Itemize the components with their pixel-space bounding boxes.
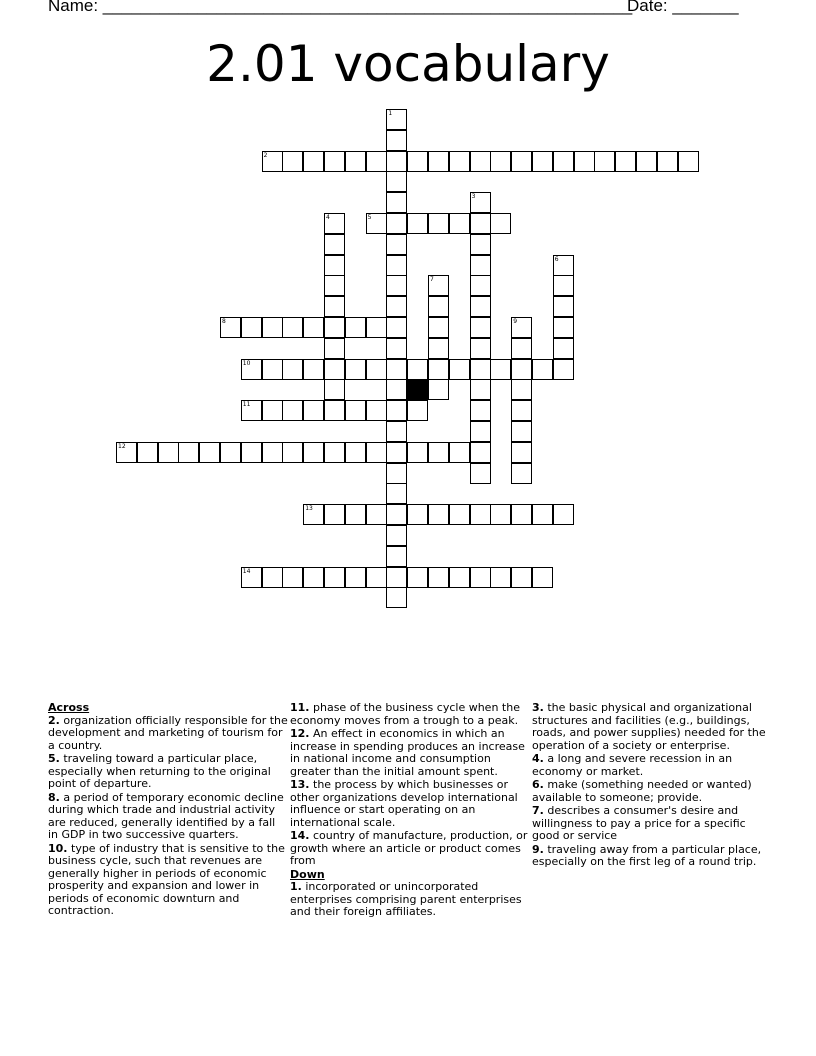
cell-number: 6 <box>554 255 559 263</box>
grid-cell[interactable] <box>178 442 199 463</box>
grid-cell[interactable] <box>303 567 324 588</box>
clue-text: make (something needed or wanted) available to someone; provide. <box>532 778 752 804</box>
grid-cell[interactable] <box>241 442 262 463</box>
grid-cell[interactable] <box>511 359 532 380</box>
cell-number: 2 <box>263 151 268 159</box>
grid-cell[interactable] <box>470 213 491 234</box>
clue-text: country of manufacture, production, or growth where an article or product comes from <box>290 829 528 867</box>
grid-cell[interactable] <box>345 504 366 525</box>
grid-cell[interactable] <box>282 567 303 588</box>
grid-cell[interactable] <box>490 359 511 380</box>
grid-cell[interactable] <box>366 317 387 338</box>
grid-cell[interactable] <box>262 400 283 421</box>
clue-across-5 <box>48 753 288 791</box>
grid-cell[interactable] <box>386 109 407 130</box>
clue-text: the process by which businesses or other organizations develop international influence or start operating on an international scale. <box>290 778 518 829</box>
grid-cell[interactable] <box>324 234 345 255</box>
grid-cell[interactable] <box>532 504 553 525</box>
clue-number: 11. <box>290 701 310 714</box>
grid-cell[interactable] <box>553 504 574 525</box>
grid-cell[interactable] <box>428 338 449 359</box>
grid-cell[interactable] <box>282 400 303 421</box>
grid-cell[interactable] <box>386 275 407 296</box>
clue-number: 10. <box>48 841 68 855</box>
grid-cell[interactable] <box>470 359 491 380</box>
grid-cell[interactable] <box>262 567 283 588</box>
grid-cell[interactable] <box>324 504 345 525</box>
clue-across-12 <box>290 728 530 778</box>
grid-cell[interactable] <box>511 400 532 421</box>
grid-cell[interactable] <box>449 567 470 588</box>
grid-cell[interactable] <box>470 400 491 421</box>
grid-cell[interactable] <box>532 359 553 380</box>
clue-number: 3. <box>532 701 544 714</box>
grid-cell[interactable] <box>386 400 407 421</box>
grid-cell[interactable] <box>553 359 574 380</box>
grid-cell[interactable] <box>470 255 491 276</box>
cell-number: 7 <box>430 276 434 284</box>
grid-cell[interactable] <box>324 151 345 172</box>
date-field[interactable]: Date: _______ <box>627 0 739 15</box>
grid-cell[interactable] <box>366 504 387 525</box>
grid-cell[interactable] <box>470 504 491 525</box>
clues-column-3 <box>532 702 772 870</box>
grid-cell[interactable] <box>428 275 449 296</box>
grid-cell[interactable] <box>511 463 532 484</box>
cell-number: 10 <box>242 359 251 367</box>
grid-cell[interactable] <box>386 587 407 608</box>
grid-cell[interactable] <box>407 359 428 380</box>
grid-cell[interactable] <box>511 317 532 338</box>
grid-cell[interactable] <box>345 567 366 588</box>
grid-cell[interactable] <box>386 483 407 504</box>
grid-cell[interactable] <box>407 151 428 172</box>
clue-down-7 <box>532 805 772 843</box>
grid-cell[interactable] <box>303 504 324 525</box>
grid-cell[interactable] <box>324 338 345 359</box>
grid-cell[interactable] <box>262 151 283 172</box>
clue-number: 5. <box>48 752 60 765</box>
grid-cell[interactable] <box>407 213 428 234</box>
grid-cell[interactable] <box>386 338 407 359</box>
cell-number: 8 <box>222 318 226 325</box>
grid-cell[interactable] <box>262 442 283 463</box>
grid-cell[interactable] <box>449 359 470 380</box>
grid-cell[interactable] <box>366 400 387 421</box>
grid-cell[interactable] <box>386 442 407 463</box>
grid-cell[interactable] <box>386 171 407 192</box>
cell-number: 9 <box>513 318 518 325</box>
grid-cell[interactable] <box>470 296 491 317</box>
grid-cell[interactable] <box>386 463 407 484</box>
clue-text: traveling away from a particular place, especially on the first leg of a round trip. <box>532 842 762 868</box>
grid-cell[interactable] <box>324 296 345 317</box>
grid-cell[interactable] <box>241 400 262 421</box>
grid-cell[interactable] <box>407 504 428 525</box>
grid-cell[interactable] <box>386 317 407 338</box>
grid-cell[interactable] <box>470 421 491 442</box>
clue-across-10 <box>48 843 288 918</box>
grid-cell[interactable] <box>366 213 387 234</box>
clue-text: a long and severe recession in an economy or market. <box>532 752 733 778</box>
clue-down-4 <box>532 753 772 778</box>
clue-number: 1. <box>290 880 302 893</box>
grid-cell[interactable] <box>428 504 449 525</box>
grid-cell[interactable] <box>636 151 657 172</box>
clue-text: organization officially responsible for the development and marketing of tourism for a country. <box>48 713 288 752</box>
clue-number: 9. <box>532 842 544 856</box>
cell-number: 1 <box>388 110 393 117</box>
grid-cell[interactable] <box>137 442 158 463</box>
grid-cell[interactable] <box>220 442 241 463</box>
grid-cell[interactable] <box>594 151 615 172</box>
grid-cell[interactable] <box>470 317 491 338</box>
grid-cell[interactable] <box>303 317 324 338</box>
grid-cell[interactable] <box>553 317 574 338</box>
grid-cell[interactable] <box>428 567 449 588</box>
clue-across-8 <box>48 792 288 842</box>
grid-cell[interactable] <box>470 463 491 484</box>
grid-cell[interactable] <box>449 151 470 172</box>
clue-down-9 <box>532 844 772 869</box>
grid-cell[interactable] <box>303 442 324 463</box>
grid-cell[interactable] <box>324 359 345 380</box>
grid-cell[interactable] <box>678 151 699 172</box>
grid-cell[interactable] <box>511 379 532 400</box>
clue-text: incorporated or unincorporated enterprises comprising parent enterprises and their foreign affiliates. <box>290 880 522 918</box>
grid-cell[interactable] <box>553 296 574 317</box>
clue-text: An effect in economics in which an increase in spending produces an increase in national income and consumption greater than the initial amount spent. <box>290 727 525 778</box>
cell-number: 4 <box>326 214 330 221</box>
page-title: 2.01 vocabulary <box>206 35 610 93</box>
grid-cell[interactable] <box>532 151 553 172</box>
clue-number: 13. <box>290 778 310 791</box>
grid-cell[interactable] <box>532 567 553 588</box>
cell-number: 11 <box>242 401 251 409</box>
grid-cell[interactable] <box>262 359 283 380</box>
grid-cell[interactable] <box>303 359 324 380</box>
grid-cell[interactable] <box>324 317 345 338</box>
grid-cell[interactable] <box>407 567 428 588</box>
cell-number: 14 <box>242 567 251 575</box>
clue-across-11 <box>290 702 530 727</box>
grid-cell[interactable] <box>324 275 345 296</box>
clues-column-2 <box>290 702 530 920</box>
grid-cell[interactable] <box>386 567 407 588</box>
grid-cell[interactable] <box>470 442 491 463</box>
clue-across-14 <box>290 830 530 868</box>
grid-cell[interactable] <box>345 317 366 338</box>
grid-cell[interactable] <box>366 359 387 380</box>
grid-cell[interactable] <box>303 151 324 172</box>
grid-cell[interactable] <box>345 359 366 380</box>
clue-down-1 <box>290 881 530 919</box>
clue-text: type of industry that is sensitive to the business cycle, such that revenues are generally higher in periods of economic prosperity and expansion and lower in periods of economic downturn and contraction. <box>48 841 285 917</box>
grid-cell[interactable] <box>657 151 678 172</box>
across-heading: Across <box>48 701 90 714</box>
grid-cell[interactable] <box>553 338 574 359</box>
grid-cell[interactable] <box>407 442 428 463</box>
grid-cell[interactable] <box>241 317 262 338</box>
clue-down-6 <box>532 779 772 804</box>
grid-cell[interactable] <box>428 151 449 172</box>
grid-cell[interactable] <box>324 442 345 463</box>
grid-cell[interactable] <box>386 192 407 213</box>
clue-text: traveling toward a particular place, especially when returning to the original point of departure. <box>48 752 271 790</box>
grid-cell[interactable] <box>324 567 345 588</box>
grid-cell[interactable] <box>386 525 407 546</box>
grid-cell[interactable] <box>386 130 407 151</box>
grid-cell[interactable] <box>428 359 449 380</box>
grid-cell[interactable] <box>386 421 407 442</box>
clue-number: 14. <box>290 829 310 842</box>
grid-cell[interactable] <box>366 567 387 588</box>
clue-text: describes a consumer's desire and willingness to pay a price for a specific good or service <box>532 804 746 842</box>
clue-across-13 <box>290 779 530 829</box>
grid-cell[interactable] <box>345 151 366 172</box>
grid-cell[interactable] <box>262 317 283 338</box>
grid-cell[interactable] <box>386 234 407 255</box>
grid-cell[interactable] <box>386 296 407 317</box>
down-heading: Down <box>290 867 325 881</box>
clue-number: 2. <box>48 713 60 727</box>
grid-cell[interactable] <box>282 151 303 172</box>
grid-cell[interactable] <box>490 504 511 525</box>
grid-cell[interactable] <box>324 400 345 421</box>
grid-cell[interactable] <box>553 255 574 276</box>
grid-cell[interactable] <box>282 359 303 380</box>
cell-number: 3 <box>471 193 476 201</box>
grid-cell[interactable] <box>511 338 532 359</box>
grid-cell[interactable] <box>490 151 511 172</box>
clue-number: 6. <box>532 778 544 791</box>
grid-cell[interactable] <box>386 359 407 380</box>
grid-cell[interactable] <box>386 504 407 525</box>
grid-cell[interactable] <box>386 213 407 234</box>
grid-cell[interactable] <box>470 275 491 296</box>
grid-cell[interactable] <box>345 442 366 463</box>
grid-cell[interactable] <box>511 421 532 442</box>
grid-cell[interactable] <box>553 151 574 172</box>
grid-cell[interactable] <box>199 442 220 463</box>
clue-text: phase of the business cycle when the economy moves from a trough to a peak. <box>290 701 520 727</box>
grid-cell[interactable] <box>490 567 511 588</box>
grid-cell[interactable] <box>241 359 262 380</box>
grid-cell[interactable] <box>470 338 491 359</box>
grid-cell[interactable] <box>407 400 428 421</box>
grid-cell[interactable] <box>449 504 470 525</box>
clue-number: 7. <box>532 804 544 817</box>
clue-number: 4. <box>532 752 544 765</box>
clue-text: a period of temporary economic decline during which trade and industrial activity are reduced, generally identified by a fall in GDP in two successive quarters. <box>48 790 284 841</box>
grid-cell[interactable] <box>428 379 449 400</box>
clue-number: 8. <box>48 790 60 804</box>
grid-cell[interactable] <box>470 151 491 172</box>
clue-number: 12. <box>290 727 310 740</box>
grid-cell[interactable] <box>428 442 449 463</box>
grid-cell[interactable] <box>428 317 449 338</box>
grid-cell[interactable] <box>366 151 387 172</box>
grid-cell[interactable] <box>386 151 407 172</box>
grid-cell[interactable] <box>220 317 241 338</box>
grid-cell[interactable] <box>282 442 303 463</box>
grid-cell[interactable] <box>324 255 345 276</box>
grid-cell[interactable] <box>345 400 366 421</box>
name-field[interactable]: Name: ________________________________________________________ <box>48 0 633 15</box>
grid-cell[interactable] <box>470 567 491 588</box>
grid-cell[interactable] <box>386 546 407 567</box>
grid-cell[interactable] <box>282 317 303 338</box>
grid-cell[interactable] <box>574 151 595 172</box>
grid-cell[interactable] <box>449 213 470 234</box>
clue-down-3 <box>532 702 772 752</box>
grid-cell[interactable] <box>470 379 491 400</box>
clue-across-2 <box>48 715 288 753</box>
grid-cell[interactable] <box>158 442 179 463</box>
grid-cell[interactable] <box>553 275 574 296</box>
grid-cell[interactable] <box>241 567 262 588</box>
cell-number: 13 <box>305 505 313 513</box>
grid-cell[interactable] <box>511 151 532 172</box>
grid-cell[interactable] <box>428 213 449 234</box>
grid-cell[interactable] <box>470 192 491 213</box>
grid-cell[interactable] <box>386 255 407 276</box>
cell-number: 12 <box>118 442 126 450</box>
clues-column-1 <box>48 702 288 919</box>
grid-cell[interactable] <box>324 213 345 234</box>
cell-number: 5 <box>367 214 372 221</box>
grid-cell[interactable] <box>615 151 636 172</box>
grid-cell[interactable] <box>511 442 532 463</box>
grid-cell[interactable] <box>470 234 491 255</box>
grid-cell[interactable] <box>490 213 511 234</box>
grid-cell[interactable] <box>386 379 407 400</box>
grid-cell[interactable] <box>511 504 532 525</box>
grid-cell[interactable] <box>366 442 387 463</box>
clue-text: the basic physical and organizational structures and facilities (e.g., buildings, roads, and power supplies) needed for the operation of a society or enterprise. <box>532 701 766 752</box>
grid-cell[interactable] <box>511 567 532 588</box>
grid-cell[interactable] <box>116 442 137 463</box>
grid-cell[interactable] <box>428 296 449 317</box>
grid-block <box>407 379 428 400</box>
grid-cell[interactable] <box>324 379 345 400</box>
grid-cell[interactable] <box>449 442 470 463</box>
grid-cell[interactable] <box>303 400 324 421</box>
